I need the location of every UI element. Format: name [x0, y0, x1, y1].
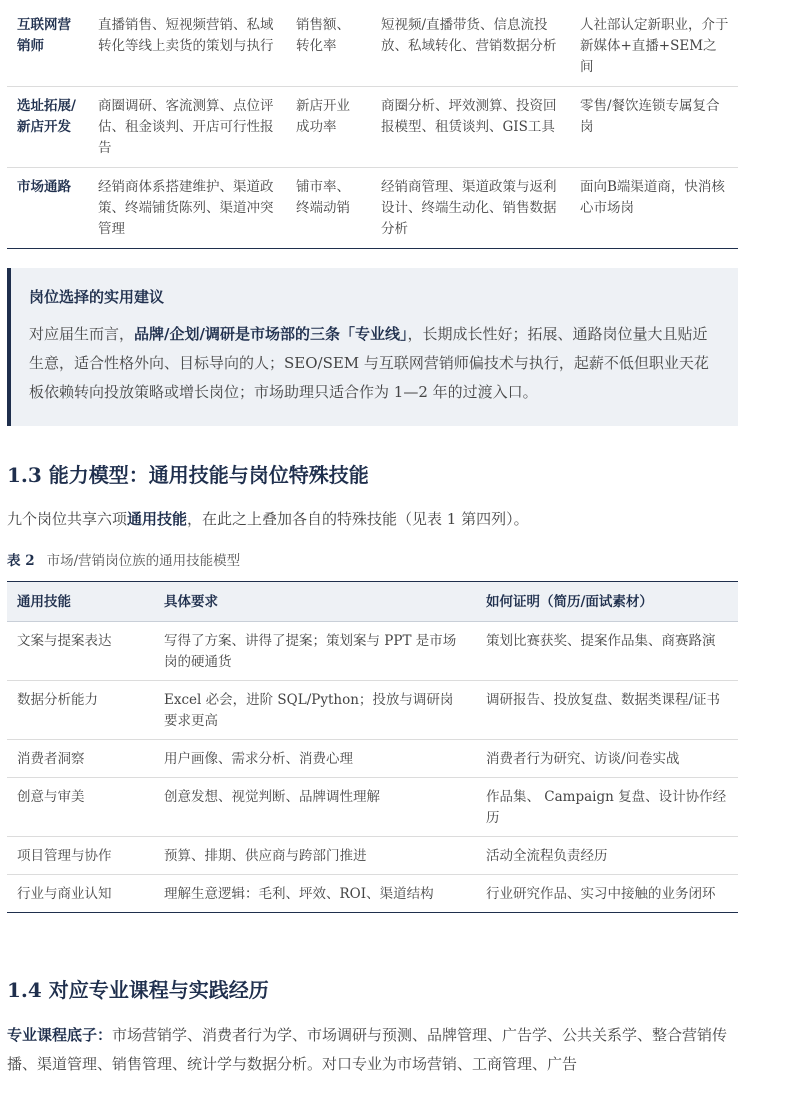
requirement-cell: 理解生意逻辑：毛利、坪效、ROI、渠道结构	[154, 875, 476, 913]
callout-emphasis: 品牌/企划/调研是市场部的三条「专业线」	[134, 325, 408, 343]
paragraph-emphasis: 通用技能	[127, 510, 188, 528]
job-note-cell: 面向B端渠道商，快消核心市场岗	[570, 168, 738, 249]
job-duty-cell: 直播销售、短视频营销、私域转化等线上卖货的策划与执行	[98, 17, 274, 54]
requirement-cell: 预算、排期、供应商与跨部门推进	[154, 837, 476, 875]
column-header: 如何证明（简历/面试素材）	[476, 582, 738, 622]
job-note-cell: 零售/餐饮连锁专属复合岗	[570, 87, 738, 168]
table-row	[7, 87, 738, 168]
table-row	[7, 681, 738, 740]
paragraph-text: 市场营销学、消费者行为学、市场调研与预测、品牌管理、广告学、公共关系学、整合营销传播、渠道管理、销售管理、统计学与数据分析。对口专业为市场营销、工商管理、广告	[7, 1026, 728, 1073]
job-kpi-cell: 铺市率、终端动销	[286, 168, 371, 249]
job-note-cell: 人社部认定新职业，介于新媒体+直播+SEM之间	[580, 17, 729, 75]
column-header: 通用技能	[7, 582, 154, 622]
section-heading-1-4: 1.4 对应专业课程与实践经历	[7, 978, 269, 1002]
advice-callout	[7, 268, 738, 426]
callout-text	[29, 320, 722, 407]
evidence-cell: 作品集、 Campaign 复盘、设计协作经历	[476, 778, 738, 837]
paragraph-text: ，在此之上叠加各自的特殊技能（见表 1 第四列）。	[187, 510, 529, 528]
job-title-cell: 选址拓展/新店开发	[7, 87, 88, 168]
job-title-cell: 市场通路	[7, 168, 88, 249]
skills-table	[7, 581, 738, 913]
table-row	[7, 622, 738, 681]
table-row	[7, 6, 738, 87]
evidence-cell: 活动全流程负责经历	[476, 837, 738, 875]
callout-title: 岗位选择的实用建议	[29, 288, 165, 306]
job-skill-cell: 经销商管理、渠道政策与返利设计、终端生动化、销售数据分析	[371, 168, 570, 249]
job-duty-cell: 商圈调研、客流测算、点位评估、租金谈判、开店可行性报告	[88, 87, 286, 168]
section-1-4-paragraph	[7, 1021, 738, 1079]
requirement-cell: 写得了方案、讲得了提案；策划案与 PPT 是市场岗的硬通货	[164, 633, 457, 670]
skill-cell: 消费者洞察	[7, 740, 154, 778]
table-number: 表 2	[7, 553, 35, 569]
job-skill-cell: 商圈分析、坪效测算、投资回报模型、租赁谈判、GIS工具	[371, 87, 570, 168]
paragraph-emphasis: 专业课程底子：	[7, 1026, 113, 1044]
evidence-cell: 消费者行为研究、访谈/问卷实战	[476, 740, 738, 778]
career-table-continued	[7, 6, 738, 249]
job-title-cell: 互联网营销师	[17, 17, 71, 54]
callout-text-part: 对应届生而言，	[29, 325, 135, 343]
skill-cell: 文案与提案表达	[17, 633, 112, 649]
table-row	[7, 837, 738, 875]
evidence-cell: 策划比赛获奖、提案作品集、商赛路演	[486, 633, 716, 649]
skill-cell: 项目管理与协作	[7, 837, 154, 875]
table-row	[7, 778, 738, 837]
skill-cell: 行业与商业认知	[7, 875, 154, 913]
table-row	[7, 740, 738, 778]
column-header: 具体要求	[154, 582, 476, 622]
table-caption	[7, 551, 240, 571]
callout-text-part: ，长期成长性好；拓展、通路岗位量大且贴近生意，适合性格外向、目标导向的人；SEO/SEM 与互联网营销师偏技术与执行，起薪不低但职业天花板依赖转向投放策略或增长岗位；市场助理只适合作为 1—2 年的过渡入口。	[29, 325, 709, 401]
table-header-row	[7, 582, 738, 622]
table-caption-text: 市场/营销岗位族的通用技能模型	[46, 553, 241, 569]
section-heading-1-3: 1.3 能力模型：通用技能与岗位特殊技能	[7, 463, 369, 487]
job-skill-cell: 短视频/直播带货、信息流投放、私域转化、营销数据分析	[381, 17, 557, 54]
skill-cell: 创意与审美	[7, 778, 154, 837]
table-row	[7, 168, 738, 249]
evidence-cell: 行业研究作品、实习中接触的业务闭环	[476, 875, 738, 913]
requirement-cell: Excel 必会，进阶 SQL/Python；投放与调研岗要求更高	[154, 681, 476, 740]
skill-cell: 数据分析能力	[7, 681, 154, 740]
paragraph-text: 九个岗位共享六项	[7, 510, 128, 528]
job-duty-cell: 经销商体系搭建维护、渠道政策、终端铺货陈列、渠道冲突管理	[88, 168, 286, 249]
table-row	[7, 875, 738, 913]
requirement-cell: 创意发想、视觉判断、品牌调性理解	[154, 778, 476, 837]
job-kpi-cell: 新店开业成功率	[286, 87, 371, 168]
job-kpi-cell: 销售额、转化率	[296, 17, 350, 54]
evidence-cell: 调研报告、投放复盘、数据类课程/证书	[476, 681, 738, 740]
section-1-3-paragraph	[7, 507, 738, 531]
requirement-cell: 用户画像、需求分析、消费心理	[154, 740, 476, 778]
